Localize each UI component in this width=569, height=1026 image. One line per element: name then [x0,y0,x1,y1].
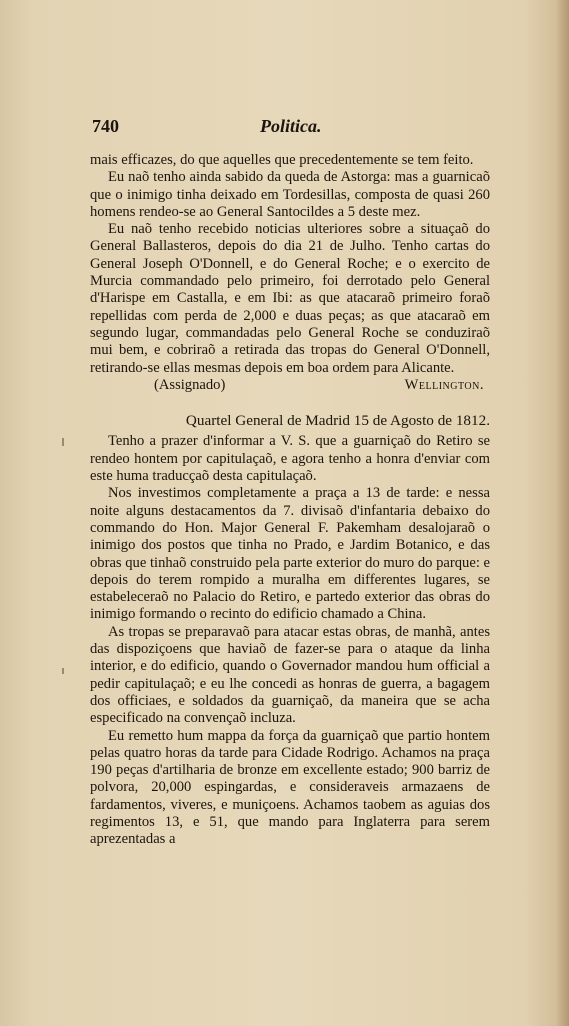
dateline: Quartel General de Madrid 15 de Agosto de 1812. [185,412,490,430]
signature-label: (Assignado) [154,376,226,393]
paragraph: Eu remetto hum mappa da força da guarniçaõ que partio hontem pelas quatro horas da tarde para Cidade Rodrigo. Achamos na praça 190 peças d'artilharia de bronze em excellente estado; 900 barriz de polvora, 20,000 espingardas, e consideraveis armazaens de fardamentos, viveres, e muniçoens. Achamos taobem as aguias dos regimentos 13, e 51, que mando para Inglaterra para serem aprezentadas a [90,727,490,848]
signer-name: Wellington. [404,376,484,393]
page-number: 740 [92,116,119,136]
paragraph: Nos investimos completamente a praça a 13 de tarde: e nessa noite alguns destacamentos da 7. divisaõ d'infantaria debaixo do commando do Hon. Major General F. Pakemham desalojaraõ o inimigo dos postos que tinha no Prado, e Jardim Botanico, e das obras que tinhaõ construido pela parte exterior do muro do parque: e depois do terem rompido a muralha em differentes lugares, se estabeleceraõ no Palacio do Retiro, e partedo exterior das obras do inimigo formando o recinto do edificio chamado a China. [90,485,490,623]
running-title: Politica. [260,116,322,136]
margin-mark [62,668,64,674]
body-text [90,152,490,849]
section-gap [90,394,490,412]
paragraph: mais efficazes, do que aquelles que precedentemente se tem feito. [90,152,474,168]
page-header [92,116,492,138]
paragraph: Eu naõ tenho recebido noticias ulteriores sobre a situaçaõ do General Ballasteros, depois do dia 21 de Julho. Tenho cartas do General Joseph O'Donnell, e do General Roche; e o exercito de Murcia commandado pelo primeiro, foi derrotado pelo General d'Harispe em Castalla, e em Ibi: as que atacaraõ primeiro foraõ repellidas com perda de 2,000 e duas peças; as que atacaraõ em segundo lugar, commandadas pelo General Roche se conduziraõ mui bem, e cobriraõ a retirada das tropas do General O'Donnell, retirando-se ellas mesmas depois em boa ordem para Alicante. [90,221,490,376]
signature-line [90,377,490,394]
margin-mark [62,438,64,446]
paragraph: As tropas se preparavaõ para atacar estas obras, de manhã, antes das dispoziçoens que haviaõ de fazer-se para o ataque da linha interior, e do edificio, quando o Governador mandou hum official a pedir capitulaçaõ; e eu lhe concedi as honras de guerra, a bagagem dos officiaes, e soldados da guarniçaõ, da maneira que se acha especificado na convençaõ incluza. [90,623,490,727]
paragraph: Eu naõ tenho ainda sabido da queda de Astorga: mas a guarnicaõ que o inimigo tinha deixado em Tordesillas, composta de quasi 260 homens rendeo-se ao General Santocildes a 5 deste mez. [90,169,490,220]
paragraph: Tenho a prazer d'informar a V. S. que a guarniçaõ do Retiro se rendeo hontem por capitulaçaõ, e agora tenho a honra d'enviar com este huma traducçaõ desta capitulaçaõ. [90,433,490,485]
